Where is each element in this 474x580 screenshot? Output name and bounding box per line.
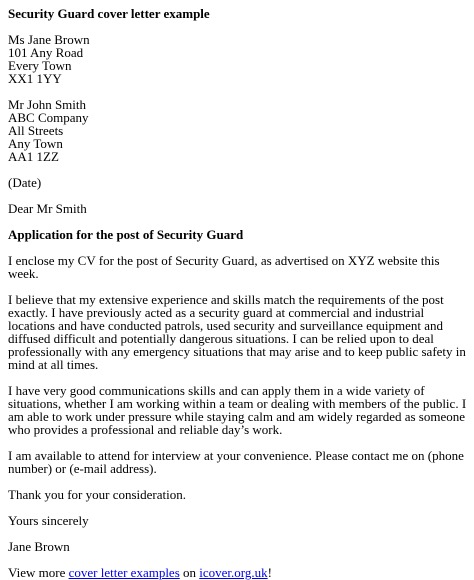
icover-site-link[interactable]: icover.org.uk <box>199 565 268 580</box>
sender-address-line: 101 Any Road <box>8 45 84 60</box>
recipient-company: ABC Company <box>8 110 89 125</box>
salutation: Dear Mr Smith <box>8 201 87 216</box>
body-paragraph-thanks: Thank you for your consideration. <box>8 487 186 502</box>
body-paragraph-skills: I have very good communications skills and can apply them in a wide variety of situations, whether I am working within a team or dealing with members of the public. I am able to work under pressure while staying calm and am widely regarded as someone who provides a professional and reliable day’s work. <box>8 383 467 437</box>
signature: Jane Brown <box>8 539 70 554</box>
sender-address <box>8 33 474 85</box>
letter-subject: Application for the post of Security Guard <box>8 227 244 242</box>
letter-date: (Date) <box>8 175 42 190</box>
footer-prefix: View more <box>8 565 69 580</box>
recipient-address <box>8 98 474 163</box>
footer-middle: on <box>179 565 200 580</box>
recipient-name: Mr John Smith <box>8 97 87 112</box>
recipient-postcode: AA1 1ZZ <box>8 149 59 164</box>
sender-postcode: XX1 1YY <box>8 71 62 86</box>
letter-title: Security Guard cover letter example <box>8 6 210 21</box>
cover-letter-examples-link[interactable]: cover letter examples <box>68 565 180 580</box>
body-paragraph-intro: I enclose my CV for the post of Security Guard, as advertised on XYZ website this week. <box>8 253 440 281</box>
sender-town: Every Town <box>8 58 72 73</box>
body-paragraph-experience: I believe that my extensive experience and skills match the requirements of the post exactly. I have previously acted as a security guard at commercial and industrial locations and have conducted patrols, used security and surveillance equipment and diffused difficult and potentially dangerous situations. I can be relied upon to deal professionally with any emergency situations that may arise and to keep public safety in mind at all times. <box>8 292 466 372</box>
footer-line <box>8 566 474 579</box>
closing: Yours sincerely <box>8 513 89 528</box>
recipient-street: All Streets <box>8 123 64 138</box>
recipient-town: Any Town <box>8 136 63 151</box>
body-paragraph-availability: I am available to attend for interview at your convenience. Please contact me on (phone number) or (e-mail address). <box>8 448 464 476</box>
footer-suffix: ! <box>267 565 272 580</box>
sender-name: Ms Jane Brown <box>8 32 90 47</box>
